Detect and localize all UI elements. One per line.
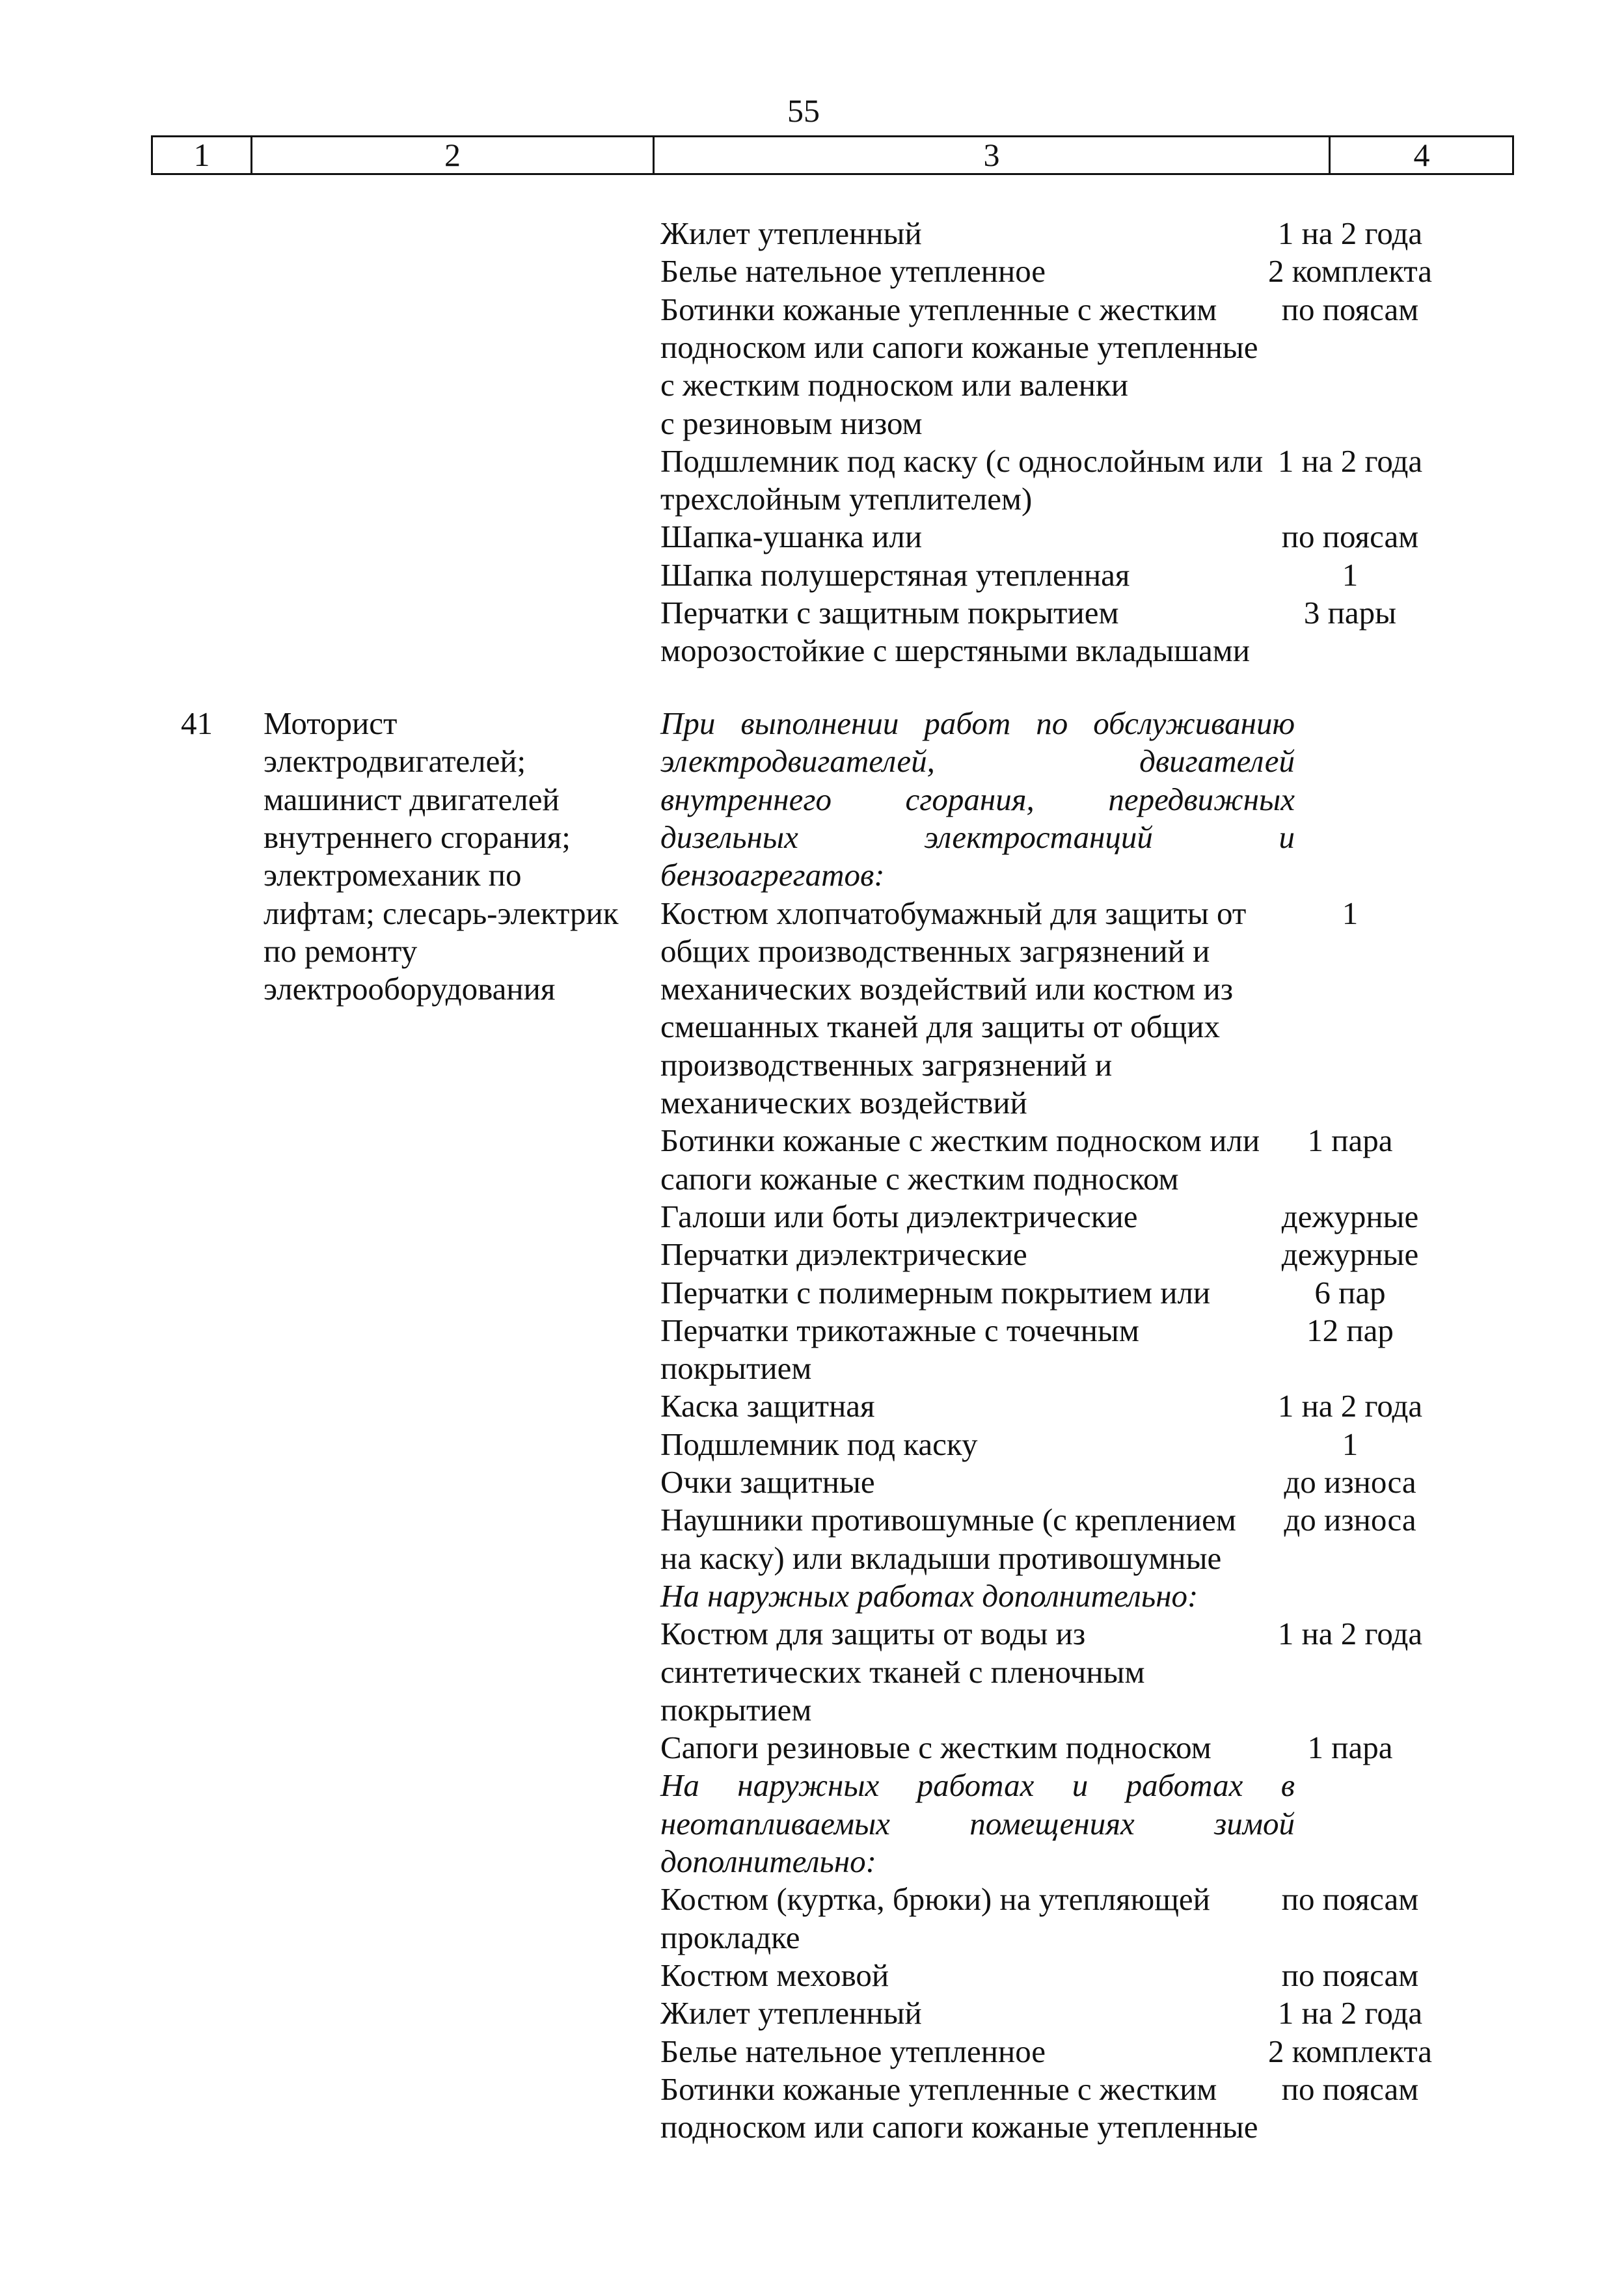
profession-line: электродвигателей; — [264, 743, 526, 779]
item-line: Наушники противошумные (с креплением — [660, 1502, 1236, 1538]
item-line: морозостойкие с шерстяными вкладышами — [660, 632, 1250, 668]
norm-value: 1 — [1342, 557, 1359, 593]
item-line: Костюм для защиты от воды из — [660, 1616, 1086, 1651]
item-line: дизельных электростанций и — [660, 819, 1295, 855]
norm-value: по поясам — [1281, 292, 1419, 327]
item-line: внутреннего сгорания, передвижных — [660, 781, 1295, 817]
norm-value: 1 на 2 года — [1277, 1616, 1423, 1651]
header-col-3: 3 — [983, 137, 1000, 173]
item-line: На наружных работах и работах в — [660, 1767, 1295, 1803]
item-line: Ботинки кожаные с жестким подноском или — [660, 1122, 1260, 1158]
item-line: Подшлемник под каску (с однослойным или — [660, 443, 1264, 479]
profession-line: электромеханик по — [264, 857, 522, 893]
item-line: Перчатки с полимерным покрытием или — [660, 1275, 1211, 1311]
item-line: трехслойным утеплителем) — [660, 481, 1033, 517]
item-line: синтетических тканей с пленочным — [660, 1654, 1145, 1690]
item-line: механических воздействий или костюм из — [660, 971, 1234, 1007]
norm-value: 1 на 2 года — [1277, 215, 1423, 251]
table-header — [151, 135, 1514, 175]
profession-line: Моторист — [264, 705, 398, 741]
header-col-2: 2 — [444, 137, 461, 173]
item-line: Шапка полушерстяная утепленная — [660, 557, 1130, 593]
norm-value: 2 комплекта — [1268, 253, 1432, 289]
item-line: неотапливаемых помещениях зимой — [660, 1806, 1295, 1841]
item-line: Подшлемник под каску — [660, 1426, 978, 1462]
item-line: бензоагрегатов: — [660, 857, 885, 893]
norm-value: 1 пара — [1307, 1730, 1393, 1765]
norm-value: до износа — [1284, 1464, 1416, 1500]
item-line: На наружных работах дополнительно: — [660, 1578, 1198, 1614]
item-line: дополнительно: — [660, 1843, 876, 1879]
norm-value: 3 пары — [1303, 595, 1397, 631]
item-line: покрытием — [660, 1692, 812, 1728]
item-line: Галоши или боты диэлектрические — [660, 1199, 1138, 1234]
profession-line: машинист двигателей — [264, 781, 560, 817]
item-line: Ботинки кожаные утепленные с жестким — [660, 292, 1217, 327]
item-line: Каска защитная — [660, 1388, 875, 1424]
item-line: Костюм (куртка, брюки) на утепляющей — [660, 1881, 1210, 1917]
item-line: подноском или сапоги кожаные утепленные — [660, 329, 1258, 365]
profession-line: электрооборудования — [264, 971, 556, 1007]
norm-value: по поясам — [1281, 2071, 1419, 2107]
item-line: производственных загрязнений и — [660, 1047, 1113, 1083]
profession-line: по ремонту — [264, 933, 418, 969]
item-line: на каску) или вкладыши противошумные — [660, 1540, 1222, 1576]
norm-value: 1 на 2 года — [1277, 1995, 1423, 2031]
item-line: Шапка-ушанка или — [660, 519, 923, 554]
item-line: Ботинки кожаные утепленные с жестким — [660, 2071, 1217, 2107]
norm-value: по поясам — [1281, 1957, 1419, 1993]
item-line: подноском или сапоги кожаные утепленные — [660, 2109, 1258, 2145]
norm-value: 2 комплекта — [1268, 2033, 1432, 2069]
norm-value: 1 — [1342, 895, 1359, 931]
item-line: Костюм меховой — [660, 1957, 889, 1993]
item-line: сапоги кожаные с жестким подноском — [660, 1161, 1179, 1197]
norm-value: дежурные — [1281, 1199, 1419, 1234]
profession-line: лифтам; слесарь-электрик — [264, 895, 619, 931]
item-line: Жилет утепленный — [660, 1995, 922, 2031]
profession-line: внутреннего сгорания; — [264, 819, 571, 855]
item-line: общих производственных загрязнений и — [660, 933, 1210, 969]
norm-value: дежурные — [1281, 1236, 1419, 1272]
item-line: При выполнении работ по обслуживанию — [660, 705, 1295, 741]
header-col-1: 1 — [193, 137, 210, 173]
norm-value: 1 — [1342, 1426, 1359, 1462]
norm-value: 1 пара — [1307, 1122, 1393, 1158]
header-col-4: 4 — [1413, 137, 1430, 173]
norm-value: по поясам — [1281, 1881, 1419, 1917]
entry-number: 41 — [181, 705, 213, 741]
item-line: Перчатки диэлектрические — [660, 1236, 1027, 1272]
norm-value: до износа — [1284, 1502, 1416, 1538]
item-line: Белье нательное утепленное — [660, 2033, 1046, 2069]
item-line: Перчатки трикотажные с точечным — [660, 1312, 1139, 1348]
item-line: с резиновым низом — [660, 405, 923, 441]
norm-value: 1 на 2 года — [1277, 1388, 1423, 1424]
item-line: Жилет утепленный — [660, 215, 922, 251]
item-line: Сапоги резиновые с жестким подноском — [660, 1730, 1211, 1765]
item-line: смешанных тканей для защиты от общих — [660, 1009, 1220, 1044]
norm-value: 6 пар — [1314, 1275, 1386, 1311]
item-line: прокладке — [660, 1920, 800, 1955]
norm-value: 12 пар — [1306, 1312, 1394, 1348]
item-line: электродвигателей, двигателей — [660, 743, 1295, 779]
item-line: Белье нательное утепленное — [660, 253, 1046, 289]
item-line: покрытием — [660, 1350, 812, 1386]
item-line: с жестким подноском или валенки — [660, 367, 1128, 403]
norm-value: по поясам — [1281, 519, 1419, 554]
norm-value: 1 на 2 года — [1277, 443, 1423, 479]
item-line: Перчатки с защитным покрытием — [660, 595, 1119, 631]
item-line: механических воздействий — [660, 1085, 1027, 1121]
item-line: Костюм хлопчатобумажный для защиты от — [660, 895, 1247, 931]
page-number: 55 — [787, 92, 820, 129]
item-line: Очки защитные — [660, 1464, 875, 1500]
